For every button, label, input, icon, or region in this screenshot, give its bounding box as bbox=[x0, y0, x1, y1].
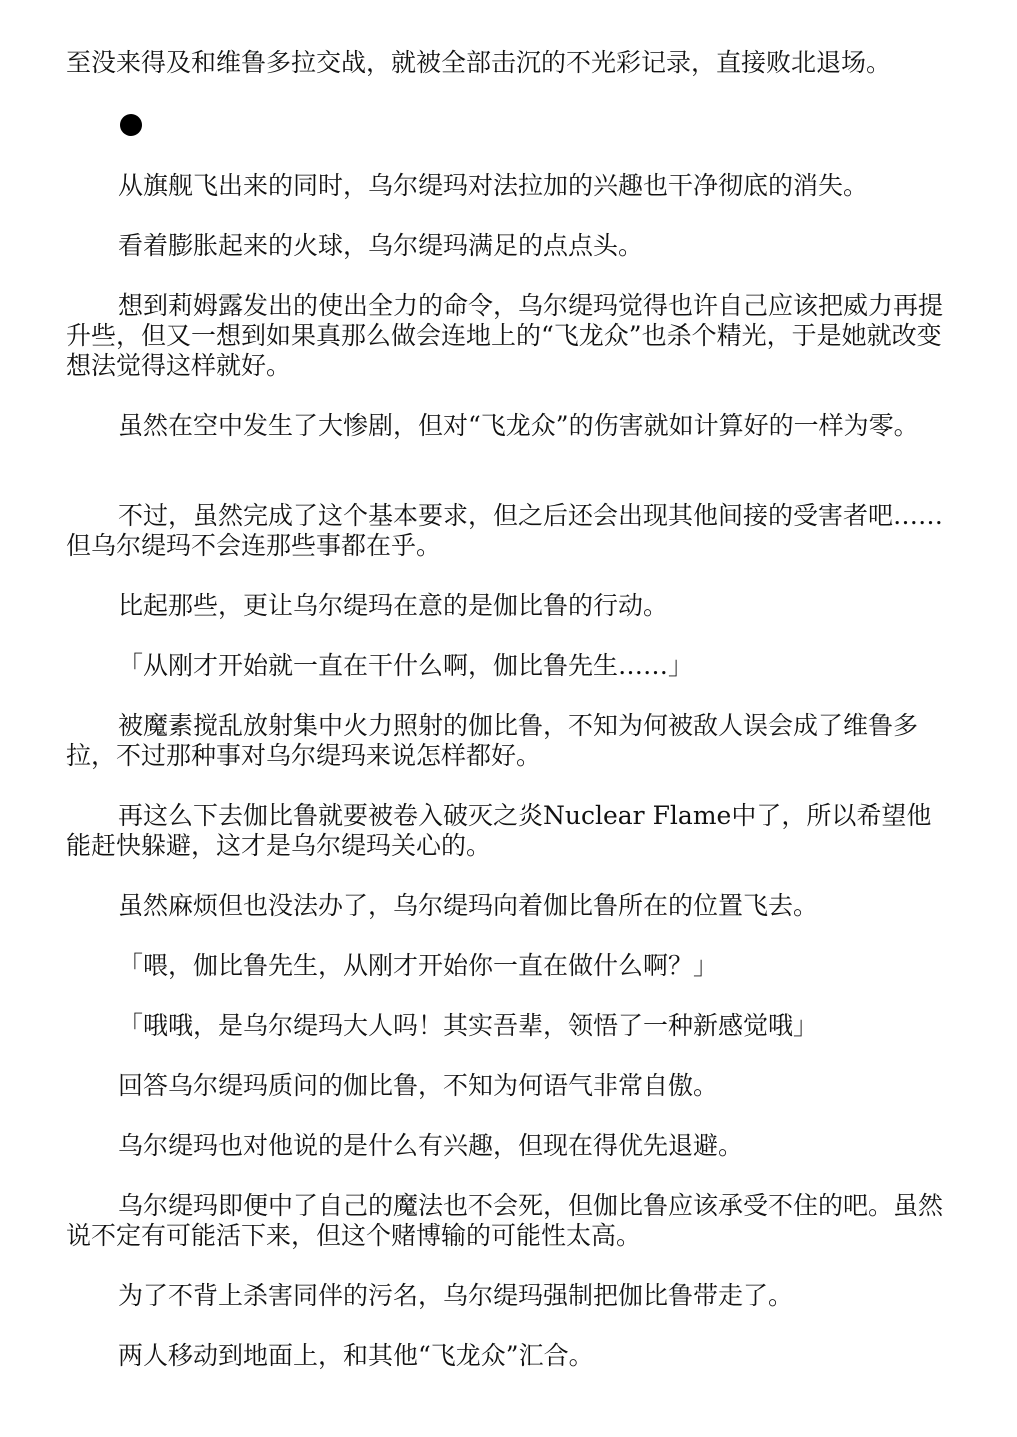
paragraph: 看着膨胀起来的火球，乌尔缇玛满足的点点头。 bbox=[118, 231, 644, 260]
paragraph: 虽然麻烦但也没法办了，乌尔缇玛向着伽比鲁所在的位置飞去。 bbox=[118, 891, 819, 920]
paragraph: 想到莉姆露发出的使出全力的命令，乌尔缇玛觉得也许自己应该把威力再提升些，但又一想到如果真那么做会连地上的“飞龙众”也杀个精光，于是她就改变想法觉得这样就好。 bbox=[66, 291, 944, 380]
dialogue-line: 「喂，伽比鲁先生，从刚才开始你一直在做什么啊？」 bbox=[118, 951, 719, 980]
paragraph: 虽然在空中发生了大惨剧，但对“飞龙众”的伤害就如计算好的一样为零。 bbox=[118, 411, 919, 440]
paragraph: 回答乌尔缇玛质问的伽比鲁，不知为何语气非常自傲。 bbox=[118, 1071, 719, 1100]
paragraph: 从旗舰飞出来的同时，乌尔缇玛对法拉加的兴趣也干净彻底的消失。 bbox=[118, 171, 869, 200]
paragraph: 乌尔缇玛也对他说的是什么有兴趣，但现在得优先退避。 bbox=[118, 1131, 744, 1160]
paragraph: 比起那些，更让乌尔缇玛在意的是伽比鲁的行动。 bbox=[118, 591, 669, 620]
paragraph: 被魔素搅乱放射集中火力照射的伽比鲁，不知为何被敌人误会成了维鲁多拉，不过那种事对乌尔缇玛来说怎样都好。 bbox=[66, 711, 919, 770]
paragraph-continuation: 至没来得及和维鲁多拉交战，就被全部击沉的不光彩记录，直接败北退场。 bbox=[66, 48, 892, 77]
paragraph: 为了不背上杀害同伴的污名，乌尔缇玛强制把伽比鲁带走了。 bbox=[118, 1281, 794, 1310]
section-break-bullet-icon bbox=[120, 114, 142, 136]
paragraph: 乌尔缇玛即便中了自己的魔法也不会死，但伽比鲁应该承受不住的吧。虽然说不定有可能活下来，但这个赌博输的可能性太高。 bbox=[66, 1191, 944, 1250]
paragraph: 不过，虽然完成了这个基本要求，但之后还会出现其他间接的受害者吧……但乌尔缇玛不会连那些事都在乎。 bbox=[66, 501, 944, 560]
dialogue-line: 「从刚才开始就一直在干什么啊，伽比鲁先生……」 bbox=[118, 651, 694, 680]
paragraph: 再这么下去伽比鲁就要被卷入破灭之炎Nuclear Flame中了，所以希望他能赶快躲避，这才是乌尔缇玛关心的。 bbox=[66, 801, 932, 860]
dialogue-line: 「哦哦，是乌尔缇玛大人吗！其实吾辈，领悟了一种新感觉哦」 bbox=[118, 1011, 819, 1040]
paragraph: 两人移动到地面上，和其他“飞龙众”汇合。 bbox=[118, 1341, 594, 1370]
